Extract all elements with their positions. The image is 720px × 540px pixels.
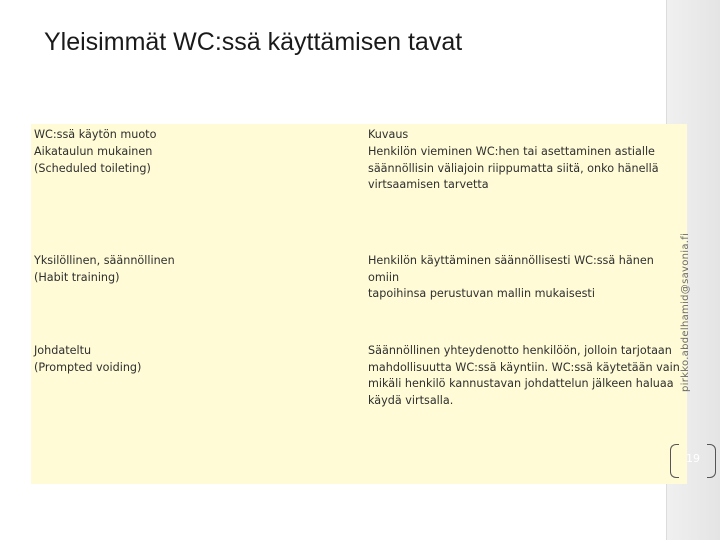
page-number-badge bbox=[670, 442, 716, 480]
row-prompted-format: Johdateltu (Prompted voiding) bbox=[34, 344, 142, 374]
header-cell-format: WC:ssä käytön muoto bbox=[34, 128, 157, 141]
row-scheduled-format: Aikataulun mukainen (Scheduled toileting) bbox=[34, 145, 153, 175]
author-email-vertical: pirkko.abdelhamid@savonia.fi bbox=[680, 232, 691, 392]
row-scheduled-description: Henkilön vieminen WC:hen tai asettaminen astialle säännöllisin väliajoin riippumatta siitä, onko hänellä virtsaamisen tarvetta bbox=[368, 145, 659, 191]
row-habit-format: Yksilöllinen, säännöllinen (Habit training) bbox=[34, 254, 175, 284]
header-cell-description: Kuvaus bbox=[368, 128, 409, 141]
row-habit-description: Henkilön käyttäminen säännöllisesti WC:ssä hänen omiin tapoihinsa perustuvan mallin mukaisesti bbox=[368, 254, 654, 300]
page-number: 19 bbox=[686, 452, 700, 465]
slide-title: Yleisimmät WC:ssä käyttämisen tavat bbox=[44, 28, 463, 56]
row-prompted-description: Säännöllinen yhteydenotto henkilöön, jolloin tarjotaan mahdollisuutta WC:ssä käyntiin. WC:ssä käytetään vain mikäli henkilö kannustavan johdattelun jälkeen haluaa käydä virtsalla. bbox=[368, 344, 680, 407]
